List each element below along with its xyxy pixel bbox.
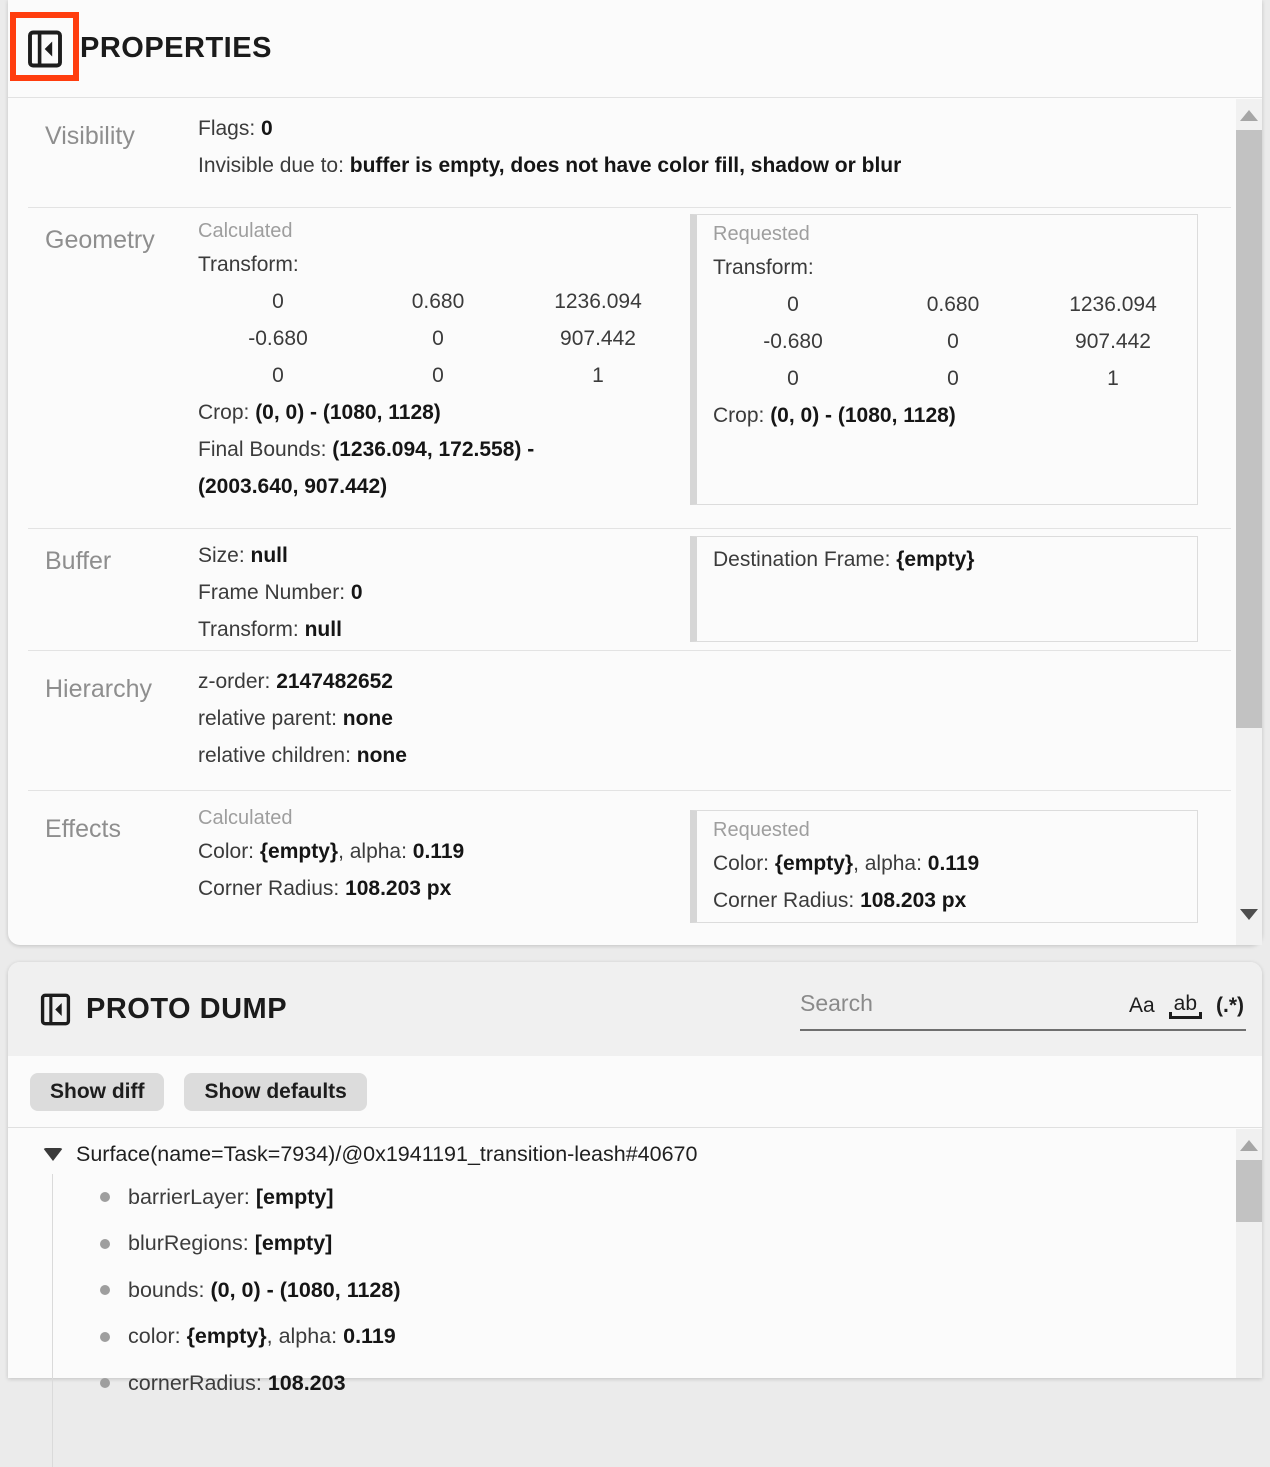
search-field (800, 982, 1246, 1031)
bullet-icon (100, 1239, 110, 1249)
matrix-cell: -0.680 (248, 327, 308, 350)
properties-content (8, 98, 1236, 945)
match-case-icon[interactable]: Aa (1128, 993, 1155, 1017)
property-row: Invisible due to: buffer is empty, does not have color fill, shadow or blur (198, 154, 902, 177)
property-row: Size: null (198, 544, 288, 567)
matrix-cell: 0 (947, 367, 959, 390)
proto-dump-panel (8, 962, 1262, 1395)
proto-dump-title: PROTO DUMP (86, 992, 288, 1025)
tree-property-text: bounds: (0, 0) - (1080, 1128) (128, 1277, 401, 1302)
section-label: Visibility (45, 122, 135, 150)
section-visibility (8, 98, 1236, 207)
effects-calculated-rows (198, 833, 628, 907)
section-effects (8, 791, 1236, 942)
bullet-icon (100, 1332, 110, 1342)
proto-dump-toolbar (8, 1056, 1262, 1127)
regex-icon[interactable]: (.*) (1216, 993, 1244, 1017)
tree-root-label: Surface(name=Task=7934)/@0x1941191_transition-leash#40670 (76, 1141, 698, 1166)
transform-label: Transform: (198, 253, 299, 276)
proto-dump-scrollbar[interactable] (1236, 1129, 1262, 1378)
tree-property-row (8, 1174, 1262, 1221)
tree-property-text: barrierLayer: [empty] (128, 1184, 334, 1209)
show-defaults-button[interactable]: Show defaults (184, 1073, 366, 1111)
property-row: Crop: (0, 0) - (1080, 1128) (198, 401, 441, 424)
matrix-cell: 0 (787, 293, 799, 316)
tree-children (8, 1174, 1262, 1407)
bullet-icon (100, 1285, 110, 1295)
tree-property-text: cornerRadius: 108.203 (128, 1370, 346, 1395)
buffer-requested (690, 536, 1198, 642)
transform-matrix (713, 286, 1193, 397)
matrix-cell: 0.680 (411, 290, 465, 313)
bullet-icon (100, 1192, 110, 1202)
section-label: Hierarchy (45, 675, 152, 703)
geometry-requested (690, 214, 1198, 505)
property-row: Final Bounds: (1236.094, 172.558) - (2003.640, 907.442) (198, 438, 535, 498)
section-label: Buffer (45, 547, 112, 575)
properties-header (8, 0, 1262, 98)
tree-property-text: color: {empty}, alpha: 0.119 (128, 1324, 396, 1349)
matrix-cell: 1 (592, 364, 604, 387)
effects-calculated (198, 803, 628, 907)
chevron-down-icon[interactable] (43, 1148, 63, 1161)
column-header: Calculated (198, 220, 293, 242)
property-row: Corner Radius: 108.203 px (713, 889, 967, 912)
tree-root-node[interactable] (8, 1134, 1262, 1174)
matrix-cell: 0 (432, 364, 444, 387)
property-row: Transform: null (198, 618, 342, 641)
properties-title: PROPERTIES (80, 32, 272, 64)
matrix-cell: 0 (787, 367, 799, 390)
property-row: Corner Radius: 108.203 px (198, 877, 452, 900)
collapse-panel-icon (40, 991, 71, 1028)
property-row: z-order: 2147482652 (198, 670, 393, 693)
tree-indent-guide (52, 1174, 53, 1467)
scrollbar-thumb[interactable] (1236, 130, 1262, 728)
section-geometry (8, 208, 1236, 528)
annotation-highlight-box (10, 12, 79, 81)
geometry-requested-rows (713, 397, 1181, 434)
property-row: Color: {empty}, alpha: 0.119 (713, 852, 980, 875)
matrix-cell: 1236.094 (1069, 293, 1157, 316)
property-row: Color: {empty}, alpha: 0.119 (198, 840, 465, 863)
matrix-cell: 1236.094 (554, 290, 642, 313)
transform-label: Transform: (713, 256, 814, 279)
property-row: Flags: 0 (198, 117, 273, 140)
matrix-cell: 0 (432, 327, 444, 350)
bullet-icon (100, 1378, 110, 1388)
section-hierarchy (8, 651, 1236, 790)
geometry-calculated (198, 216, 642, 505)
matrix-cell: -0.680 (763, 330, 823, 353)
tree-property-text: blurRegions: [empty] (128, 1231, 333, 1256)
effects-requested (690, 810, 1198, 923)
property-row: relative children: none (198, 744, 407, 767)
search-options (1129, 992, 1244, 1019)
column-header: Calculated (198, 807, 293, 829)
matrix-cell: 1 (1107, 367, 1119, 390)
scroll-down-icon[interactable] (1240, 909, 1258, 920)
section-buffer (8, 529, 1236, 650)
geometry-calculated-rows (198, 394, 628, 505)
properties-scrollbar[interactable] (1236, 99, 1262, 945)
scrollbar-thumb[interactable] (1236, 1160, 1262, 1222)
collapse-panel-button[interactable] (40, 991, 71, 1028)
section-label: Effects (45, 815, 121, 843)
matrix-cell: 0 (272, 364, 284, 387)
visibility-rows (198, 110, 1236, 184)
proto-dump-header (8, 962, 1262, 1056)
show-diff-button[interactable]: Show diff (30, 1073, 164, 1111)
property-row: Destination Frame: {empty} (713, 548, 975, 571)
hierarchy-rows (198, 663, 1236, 774)
property-row: relative parent: none (198, 707, 393, 730)
matrix-cell: 0 (947, 330, 959, 353)
whole-word-icon[interactable]: ab (1171, 992, 1200, 1019)
tree-property-row (8, 1360, 1262, 1407)
scroll-up-icon[interactable] (1240, 110, 1258, 121)
matrix-cell: 0.680 (926, 293, 980, 316)
properties-panel (8, 0, 1262, 945)
matrix-cell: 0 (272, 290, 284, 313)
matrix-cell: 907.442 (560, 327, 636, 350)
proto-tree (8, 1128, 1262, 1407)
transform-matrix (198, 283, 678, 394)
column-header: Requested (713, 223, 810, 245)
matrix-cell: 907.442 (1075, 330, 1151, 353)
property-row: Crop: (0, 0) - (1080, 1128) (713, 404, 956, 427)
column-header: Requested (713, 819, 810, 841)
section-label: Geometry (45, 226, 155, 254)
tree-property-row (8, 1221, 1262, 1268)
effects-requested-rows (713, 845, 1181, 919)
scroll-up-icon[interactable] (1240, 1140, 1258, 1151)
tree-property-row (8, 1314, 1262, 1361)
tree-property-row (8, 1267, 1262, 1314)
property-row: Frame Number: 0 (198, 581, 363, 604)
